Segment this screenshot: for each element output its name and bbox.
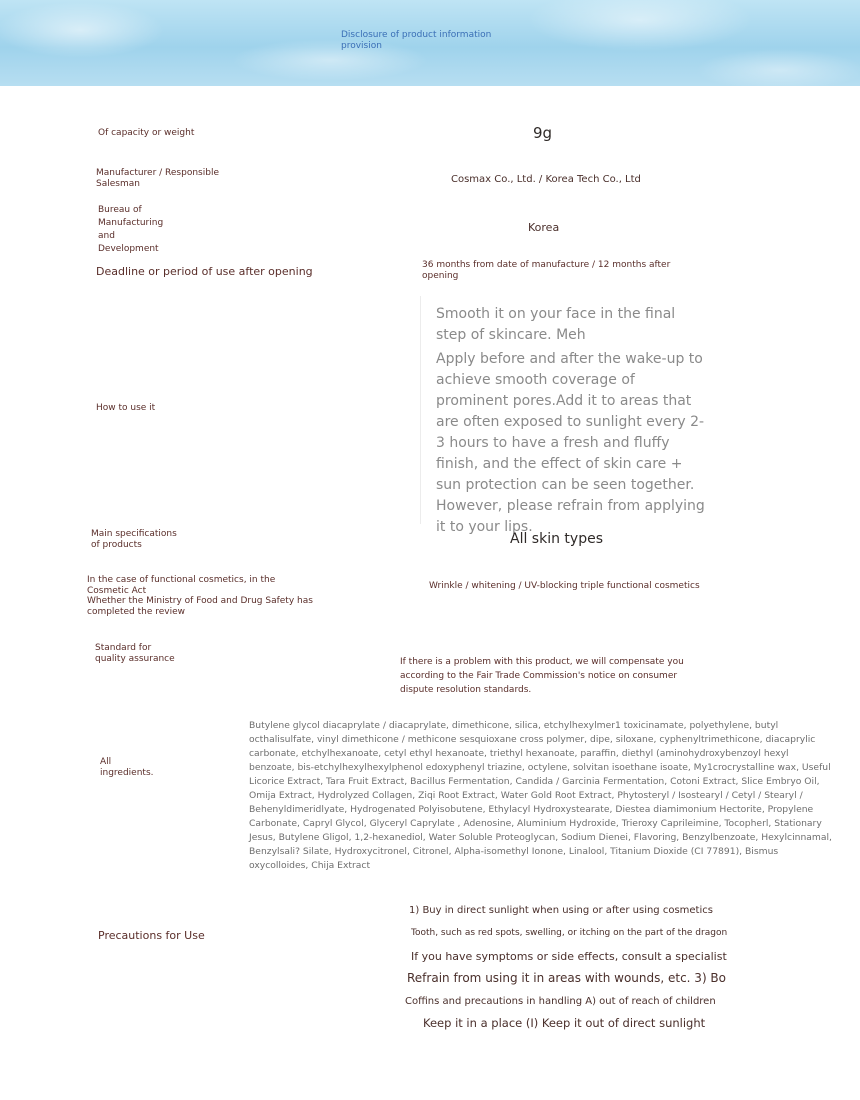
functional-value: Wrinkle / whitening / UV-blocking triple functional cosmetics (429, 581, 700, 591)
manufacturer-label (96, 168, 219, 190)
deadline-label: Deadline or period of use after opening (96, 265, 313, 278)
deadline-value (422, 260, 670, 282)
capacity-label: Of capacity or weight (98, 128, 195, 138)
howto-paragraph: Apply before and after the wake-up to achieve smooth coverage of prominent pores.Add it to areas that are often exposed to sunlight every 2-3 hours to have a fresh and fluffy finish, and the effect of skin care + sun protection can be seen together. However, please refrain from applying it to your lips. (436, 351, 705, 535)
functional-label-line: In the case of functional cosmetics, in the (87, 575, 276, 585)
specs-label (91, 529, 177, 551)
ingredients-value: Butylene glycol diacaprylate / diacaprylate, dimethicone, silica, etchylhexylmer1 toxicinamate, polyethylene, butyl octhalisulfate, vinyl dimethicone / methicone sesquioxane cross polymer, dipe, siloxane, cyphenyltrimethicone, diacaprylic carbonate, etchylhexanoate, cetyl ethyl hexanoate, triethyl hexanoate, paraffin, diethyl (aminohydroxybenzoyl hexyl benzoate, bis-etchylhexylhexylphenol edoxyphenyl triazine, octylene, solvitan isoethane isoate, My1crocrystalline wax, Useful Licorice Extract, Tara Fruit Extract, Bacillus Fermentation, Candida / Garcinia Fermentation, Cotoni Extract, Slice Embryo Oil, Omija Extract, Hydrolyzed Collagen, Ziqi Root Extract, Water Gold Root Extract, Phytosteryl / Isostearyl / Cetyl / Stearyl / Behenyldimeridlyate, Hydrogenated Polyisobutene, Ethylacyl Hydroxystearate, Diestea diamimonium Hectorite, Propylene Carbonate, Capryl Glycol, Glyceryl Caprylate , Adenosine, Aluminium Hydroxide, Trieroxy Caprileimine, Tocopherl, Stationary Jesus, Butylene Gligol, 1,2-hexanediol, Water Soluble Proteoglycan, Sodium Dienei, Flavoring, Benzylbenzoate, Hexylcinnamal, Benzylsali? Silate, Hydroxycitronel, Citronel, Alpha-isomethyl Ionone, Linalool, Titanium Dioxide (CI 77891), Bismus oxycolloides, Chija Extract (249, 720, 832, 871)
manufacturer-value: Cosmax Co., Ltd. / Korea Tech Co., Ltd (451, 174, 641, 185)
precaution-line: Coffins and precautions in handling A) out of reach of children (405, 996, 716, 1007)
ingredients-label-line: All (100, 757, 112, 767)
quality-value-line: If there is a problem with this product, we will compensate you (400, 657, 684, 667)
precautions-label: Precautions for Use (98, 929, 205, 942)
deadline-value-line: opening (422, 271, 459, 281)
bureau-label-line: Development (98, 244, 159, 254)
precaution-line: Tooth, such as red spots, swelling, or itching on the part of the dragon (411, 928, 728, 938)
manufacturer-label-line: Salesman (96, 179, 140, 189)
quality-value-line: according to the Fair Trade Commission's notice on consumer (400, 671, 678, 681)
functional-label-line: completed the review (87, 606, 186, 617)
precaution-line: 1) Buy in direct sunlight when using or after using cosmetics (409, 905, 713, 916)
quality-label-line: quality assurance (95, 654, 175, 664)
bureau-label-line: Bureau of (98, 205, 142, 215)
functional-label-line: Cosmetic Act (87, 585, 147, 596)
bureau-label-line: and (98, 231, 115, 241)
functional-label (87, 575, 313, 617)
specs-label-line: of products (91, 540, 142, 550)
howto-text (436, 304, 706, 541)
ingredients-label-line: ingredients. (100, 768, 154, 778)
precaution-line: If you have symptoms or side effects, consult a specialist (411, 950, 727, 963)
bureau-value: Korea (528, 221, 560, 234)
capacity-value: 9g (533, 124, 553, 142)
manufacturer-label-line: Manufacturer / Responsible (96, 168, 219, 178)
header-banner (0, 0, 860, 86)
deadline-value-line: 36 months from date of manufacture / 12 months after (422, 260, 671, 270)
page-title: Disclosure of product information provision (341, 30, 492, 51)
quality-label (95, 643, 175, 665)
precaution-line: Keep it in a place (I) Keep it out of direct sunlight (423, 1016, 706, 1030)
howto-paragraph: Smooth it on your face in the final step of skincare. Meh (436, 306, 676, 343)
bureau-label (98, 204, 163, 256)
specs-label-line: Main specifications (91, 529, 177, 539)
ingredients-label (100, 757, 154, 779)
quality-label-line: Standard for (95, 643, 152, 653)
functional-label-line: Whether the Ministry of Food and Drug Safety has (87, 596, 313, 606)
bureau-label-line: Manufacturing (98, 218, 164, 228)
howto-label: How to use it (96, 403, 156, 413)
quality-value-line: dispute resolution standards. (400, 685, 532, 695)
specs-value: All skin types (510, 531, 603, 547)
precaution-line: Refrain from using it in areas with wounds, etc. 3) Bo (407, 971, 727, 985)
quality-value (400, 655, 684, 697)
